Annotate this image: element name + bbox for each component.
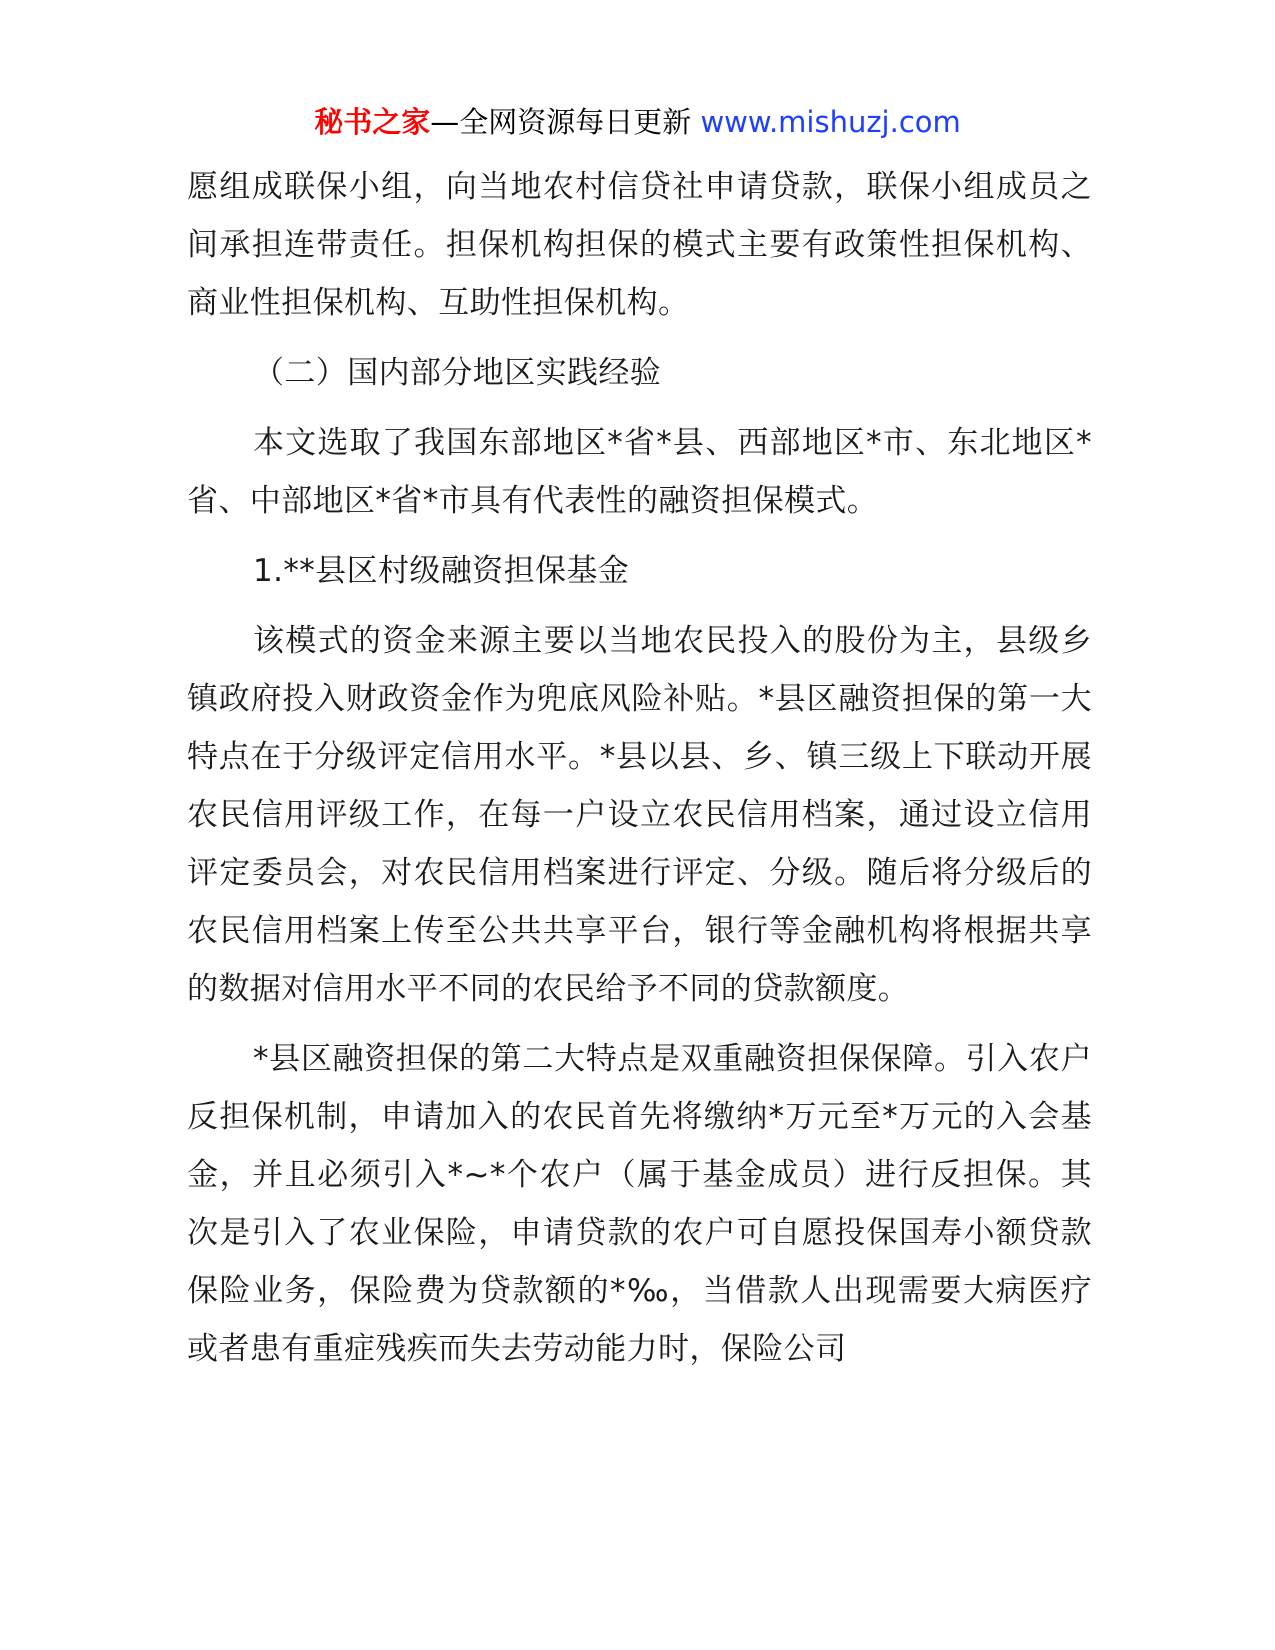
site-url-link[interactable]: www.mishuzj.com (700, 105, 961, 139)
site-name: 秘书之家 (314, 105, 431, 139)
paragraph: *县区融资担保的第二大特点是双重融资担保保障。引入农户反担保机制，申请加入的农民首先将缴纳*万元至*万元的入会基金，并且必须引入*~*个农户（属于基金成员）进行反担保。其次是引入了农业保险，申请贷款的农户可自愿投保国寿小额贷款保险业务，保险费为贷款额的*‰，当借款人出现需要大病医疗或者患有重症残疾而失去劳动能力时，保险公司 (187, 1041, 1092, 1367)
document-body (187, 158, 1092, 1390)
paragraph-continuation: 愿组成联保小组，向当地农村信贷社申请贷款，联保小组成员之间承担连带责任。担保机构担保的模式主要有政策性担保机构、商业性担保机构、互助性担保机构。 (187, 169, 1092, 321)
page-header (0, 102, 1275, 142)
paragraph: 该模式的资金来源主要以当地农民投入的股份为主，县级乡镇政府投入财政资金作为兜底风险补贴。*县区融资担保的第一大特点在于分级评定信用水平。*县以县、乡、镇三级上下联动开展农民信用评级工作，在每一户设立农民信用档案，通过设立信用评定委员会，对农民信用档案进行评定、分级。随后将分级后的农民信用档案上传至公共共享平台，银行等金融机构将根据共享的数据对信用水平不同的农民给予不同的贷款额度。 (187, 623, 1092, 1007)
subsection-heading: 1.**县区村级融资担保基金 (253, 553, 630, 589)
header-tagline: —全网资源每日更新 (430, 105, 692, 139)
paragraph: 本文选取了我国东部地区*省*县、西部地区*市、东北地区*省、中部地区*省*市具有代表性的融资担保模式。 (187, 425, 1092, 519)
section-heading: （二）国内部分地区实践经验 (253, 355, 662, 391)
